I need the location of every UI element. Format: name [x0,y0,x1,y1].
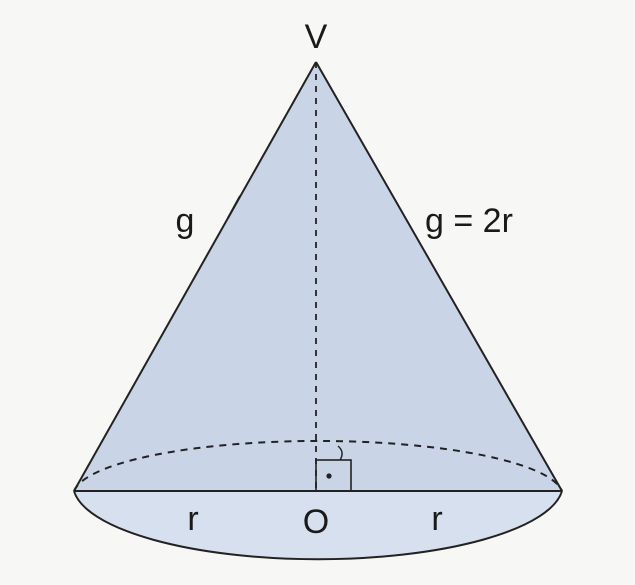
radius-label-right: r [431,500,443,538]
radius-label-left: r [187,500,199,538]
cone-lateral-surface [74,62,562,559]
right-angle-dot [326,473,331,478]
slant-label-right: g = 2r [425,202,513,240]
apex-label: V [304,18,328,56]
center-label: O [302,503,330,541]
slant-label-left: g [175,202,195,240]
